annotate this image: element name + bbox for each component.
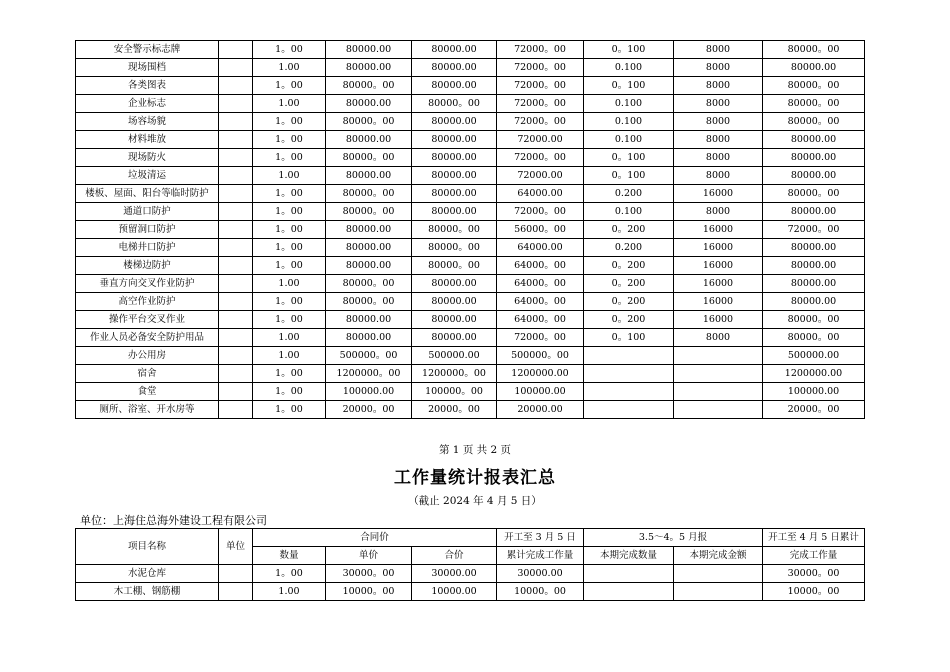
table-cell: 垂直方向交叉作业防护 [76, 275, 219, 293]
table-cell: 80000.00 [763, 167, 865, 185]
table-cell: 72000。00 [497, 95, 584, 113]
table-cell: 64000。00 [497, 311, 584, 329]
table-cell: 0。100 [584, 167, 674, 185]
table-cell: 0.100 [584, 113, 674, 131]
table-cell: 8000 [674, 41, 763, 59]
table-cell [219, 113, 253, 131]
table-cell: 80000。00 [326, 293, 412, 311]
table-cell: 100000.00 [763, 383, 865, 401]
table-row [76, 583, 865, 601]
table-cell: 8000 [674, 113, 763, 131]
table-row [76, 565, 865, 583]
table-cell: 1。00 [253, 131, 326, 149]
table-cell: 80000.00 [763, 293, 865, 311]
table-cell: 20000.00 [497, 401, 584, 419]
table-cell: 1。00 [253, 149, 326, 167]
table-cell: 30000.00 [412, 565, 497, 583]
table-cell: 80000.00 [412, 59, 497, 77]
table-cell: 56000。00 [497, 221, 584, 239]
header-unit: 单位 [219, 529, 253, 565]
table-cell: 80000.00 [326, 221, 412, 239]
table-cell: 80000。00 [326, 203, 412, 221]
table-cell: 80000。00 [763, 113, 865, 131]
table-cell: 20000。00 [412, 401, 497, 419]
table-row [76, 185, 865, 203]
table-cell [219, 185, 253, 203]
table-cell: 厕所、浴室、开水房等 [76, 401, 219, 419]
table-cell: 0.100 [584, 59, 674, 77]
table-cell [219, 347, 253, 365]
table-cell: 楼梯边防护 [76, 257, 219, 275]
table-cell: 80000.00 [326, 41, 412, 59]
table-cell [219, 203, 253, 221]
table-cell: 80000.00 [412, 185, 497, 203]
table-cell: 1.00 [253, 59, 326, 77]
table-cell: 安全警示标志牌 [76, 41, 219, 59]
table-cell: 食堂 [76, 383, 219, 401]
table-cell: 企业标志 [76, 95, 219, 113]
table-cell [219, 59, 253, 77]
table-row [76, 95, 865, 113]
table-cell: 高空作业防护 [76, 293, 219, 311]
table-cell: 16000 [674, 293, 763, 311]
table-cell: 16000 [674, 185, 763, 203]
table-cell: 1。00 [253, 239, 326, 257]
table-cell: 64000.00 [497, 239, 584, 257]
header-cum-apr5-1: 开工至 4 月 5 日累计 [763, 529, 865, 547]
table-cell: 30000。00 [326, 565, 412, 583]
table-cell: 100000。00 [412, 383, 497, 401]
table-row [76, 383, 865, 401]
table-cell: 80000.00 [326, 131, 412, 149]
table-cell [584, 583, 674, 601]
table-cell: 16000 [674, 275, 763, 293]
table-cell: 500000。00 [326, 347, 412, 365]
table-cell: 80000.00 [763, 149, 865, 167]
report-title: 工作量统计报表汇总 [394, 468, 556, 488]
table-cell: 8000 [674, 131, 763, 149]
table-cell: 80000.00 [763, 275, 865, 293]
table-cell: 1。00 [253, 293, 326, 311]
table-cell: 80000.00 [763, 203, 865, 221]
table-cell: 80000。00 [326, 149, 412, 167]
table-cell: 办公用房 [76, 347, 219, 365]
table-cell: 80000.00 [763, 59, 865, 77]
header-project-name: 项目名称 [76, 529, 219, 565]
table-cell: 16000 [674, 257, 763, 275]
table-cell: 8000 [674, 329, 763, 347]
table-cell [219, 77, 253, 95]
table-cell: 1.00 [253, 583, 326, 601]
table-cell: 80000。00 [412, 257, 497, 275]
table-row [76, 77, 865, 95]
table-cell [219, 41, 253, 59]
table-cell: 1。00 [253, 77, 326, 95]
table-cell: 500000.00 [412, 347, 497, 365]
table-cell: 8000 [674, 167, 763, 185]
table-cell: 80000。00 [326, 77, 412, 95]
table-cell: 80000.00 [763, 131, 865, 149]
header-row-1 [76, 529, 865, 547]
table-cell [219, 583, 253, 601]
table-cell: 8000 [674, 59, 763, 77]
table-cell: 8000 [674, 149, 763, 167]
table-cell: 80000.00 [412, 113, 497, 131]
header-cum-apr5-2: 完成工作量 [763, 547, 865, 565]
table-cell [219, 293, 253, 311]
table-cell: 作业人员必备安全防护用品 [76, 329, 219, 347]
table-cell [219, 365, 253, 383]
table-cell: 1。00 [253, 203, 326, 221]
table-cell: 1。00 [253, 365, 326, 383]
table-cell: 72000。00 [497, 329, 584, 347]
table-cell [219, 275, 253, 293]
header-period-qty: 本期完成数量 [584, 547, 674, 565]
table-row [76, 257, 865, 275]
table-cell: 72000。00 [497, 113, 584, 131]
table-cell: 预留洞口防护 [76, 221, 219, 239]
table-cell [584, 383, 674, 401]
table-row [76, 41, 865, 59]
table-cell: 10000。00 [497, 583, 584, 601]
table-cell: 72000.00 [497, 131, 584, 149]
table-cell: 10000.00 [412, 583, 497, 601]
table-cell: 80000.00 [412, 203, 497, 221]
table-cell: 1.00 [253, 329, 326, 347]
header-unit-price: 单价 [326, 547, 412, 565]
table-cell: 20000。00 [763, 401, 865, 419]
table-cell: 80000.00 [326, 59, 412, 77]
table-cell: 80000.00 [412, 131, 497, 149]
table-row [76, 275, 865, 293]
table-cell [219, 131, 253, 149]
table-row [76, 347, 865, 365]
table-cell: 80000.00 [412, 167, 497, 185]
table-cell: 72000。00 [497, 77, 584, 95]
table-cell: 水泥仓库 [76, 565, 219, 583]
table-cell: 1200000.00 [763, 365, 865, 383]
table-cell: 80000。00 [763, 329, 865, 347]
table-cell [584, 565, 674, 583]
table-cell: 0。200 [584, 311, 674, 329]
work-table-page1 [75, 40, 865, 419]
table-cell: 20000。00 [326, 401, 412, 419]
table-row [76, 221, 865, 239]
table-cell [219, 329, 253, 347]
table-cell: 80000.00 [412, 293, 497, 311]
table-cell: 80000.00 [326, 239, 412, 257]
table-cell: 30000.00 [497, 565, 584, 583]
table-cell: 8000 [674, 203, 763, 221]
company-unit: 单位：上海住总海外建设工程有限公司 [80, 514, 267, 527]
table-cell: 1。00 [253, 221, 326, 239]
work-table-summary [75, 528, 865, 601]
table-cell: 1200000。00 [412, 365, 497, 383]
table-cell: 72000。00 [497, 203, 584, 221]
table-cell: 80000.00 [326, 167, 412, 185]
table-cell: 0。200 [584, 293, 674, 311]
table-cell: 1。00 [253, 41, 326, 59]
table-cell: 100000.00 [497, 383, 584, 401]
table-cell: 64000。00 [497, 257, 584, 275]
table-row [76, 131, 865, 149]
table-cell: 0。100 [584, 149, 674, 167]
table-cell: 80000。00 [763, 185, 865, 203]
table-cell: 80000。00 [412, 239, 497, 257]
table-cell: 80000。00 [326, 275, 412, 293]
table-row [76, 401, 865, 419]
table-cell: 80000.00 [326, 311, 412, 329]
table-cell: 8000 [674, 77, 763, 95]
table-cell: 0.200 [584, 185, 674, 203]
table-row [76, 311, 865, 329]
table-cell: 500000。00 [497, 347, 584, 365]
table-cell: 80000。00 [763, 95, 865, 113]
table-cell: 80000.00 [763, 239, 865, 257]
header-contract-price: 合同价 [253, 529, 497, 547]
table-cell: 10000。00 [763, 583, 865, 601]
table-cell [219, 383, 253, 401]
table-cell: 72000.00 [497, 167, 584, 185]
table-cell [219, 167, 253, 185]
table-cell: 80000.00 [412, 77, 497, 95]
table-cell: 操作平台交叉作业 [76, 311, 219, 329]
table-row [76, 329, 865, 347]
table-cell [674, 365, 763, 383]
table-cell: 72000。00 [497, 149, 584, 167]
table-cell [674, 347, 763, 365]
table-cell: 80000.00 [412, 311, 497, 329]
table-row [76, 59, 865, 77]
table-row [76, 167, 865, 185]
header-period-report: 3.5～4。5 月报 [584, 529, 763, 547]
table-cell: 72000。00 [497, 59, 584, 77]
table-cell: 1。00 [253, 383, 326, 401]
table-cell: 80000.00 [412, 329, 497, 347]
table-cell: 80000.00 [326, 257, 412, 275]
table-cell [584, 365, 674, 383]
table-cell [219, 95, 253, 113]
table-cell: 80000。00 [763, 77, 865, 95]
table-cell: 80000。00 [763, 311, 865, 329]
table-cell: 1。00 [253, 185, 326, 203]
table-cell: 1。00 [253, 113, 326, 131]
table-cell [219, 239, 253, 257]
table-cell: 80000。00 [326, 113, 412, 131]
table-row [76, 149, 865, 167]
table-cell: 80000。00 [763, 41, 865, 59]
table-cell: 10000。00 [326, 583, 412, 601]
table-cell [219, 565, 253, 583]
table-cell: 80000.00 [326, 329, 412, 347]
table-cell: 16000 [674, 221, 763, 239]
table-cell: 0。100 [584, 41, 674, 59]
table-cell: 80000.00 [412, 41, 497, 59]
table-row [76, 239, 865, 257]
table-cell: 64000。00 [497, 293, 584, 311]
table-cell: 1。00 [253, 401, 326, 419]
table-cell: 64000。00 [497, 275, 584, 293]
table-cell: 80000.00 [763, 257, 865, 275]
table-cell: 0.100 [584, 203, 674, 221]
table-cell [584, 401, 674, 419]
table-cell: 垃圾清运 [76, 167, 219, 185]
table-cell: 通道口防护 [76, 203, 219, 221]
table-cell [674, 383, 763, 401]
table-cell: 1。00 [253, 565, 326, 583]
header-period-amount: 本期完成金额 [674, 547, 763, 565]
table-cell: 80000.00 [326, 95, 412, 113]
table-cell: 80000。00 [412, 95, 497, 113]
table-cell: 0。200 [584, 221, 674, 239]
table-cell [674, 401, 763, 419]
table-cell: 0。100 [584, 329, 674, 347]
table-cell: 1200000.00 [497, 365, 584, 383]
table-cell: 1.00 [253, 275, 326, 293]
table-cell [674, 583, 763, 601]
table-cell [219, 149, 253, 167]
table-cell: 1200000。00 [326, 365, 412, 383]
table-cell: 500000.00 [763, 347, 865, 365]
page-indicator: 第 1 页 共 2 页 [438, 444, 512, 456]
table-cell: 8000 [674, 95, 763, 113]
table-cell: 现场防火 [76, 149, 219, 167]
table-cell [219, 311, 253, 329]
table-cell: 1.00 [253, 167, 326, 185]
table-cell: 100000.00 [326, 383, 412, 401]
header-total-price: 合价 [412, 547, 497, 565]
table-cell: 16000 [674, 239, 763, 257]
header-cum-mar5-1: 开工至 3 月 5 日 [497, 529, 584, 547]
table-cell [584, 347, 674, 365]
table-cell [219, 401, 253, 419]
table-cell: 1。00 [253, 311, 326, 329]
table-cell: 电梯井口防护 [76, 239, 219, 257]
table-row [76, 293, 865, 311]
table-row [76, 203, 865, 221]
table-cell [219, 257, 253, 275]
table-cell: 72000。00 [763, 221, 865, 239]
table-cell: 30000。00 [763, 565, 865, 583]
table-row [76, 365, 865, 383]
table-cell: 72000。00 [497, 41, 584, 59]
table-cell: 1.00 [253, 347, 326, 365]
table-cell: 0。200 [584, 257, 674, 275]
table-cell [219, 221, 253, 239]
table-cell: 0。200 [584, 275, 674, 293]
table-row [76, 113, 865, 131]
table-cell: 80000.00 [412, 149, 497, 167]
table-cell [674, 565, 763, 583]
table-cell: 材料堆放 [76, 131, 219, 149]
table-cell: 1。00 [253, 257, 326, 275]
table-cell: 0.100 [584, 95, 674, 113]
table-cell: 各类图表 [76, 77, 219, 95]
table-cell: 楼板、屋面、阳台等临时防护 [76, 185, 219, 203]
table-cell: 1.00 [253, 95, 326, 113]
report-date: （截止 2024 年 4 月 5 日） [408, 495, 542, 507]
table-cell: 木工棚、钢筋棚 [76, 583, 219, 601]
table-cell: 80000.00 [412, 275, 497, 293]
table-cell: 宿舍 [76, 365, 219, 383]
table-cell: 80000。00 [326, 185, 412, 203]
table-cell: 16000 [674, 311, 763, 329]
table-cell: 64000.00 [497, 185, 584, 203]
table-cell: 0.200 [584, 239, 674, 257]
table-cell: 0。100 [584, 77, 674, 95]
header-quantity: 数量 [253, 547, 326, 565]
table-cell: 现场围档 [76, 59, 219, 77]
table-cell: 80000。00 [412, 221, 497, 239]
table-cell: 0.100 [584, 131, 674, 149]
table-cell: 场容场貌 [76, 113, 219, 131]
header-cum-mar5-2: 累计完成工作量 [497, 547, 584, 565]
